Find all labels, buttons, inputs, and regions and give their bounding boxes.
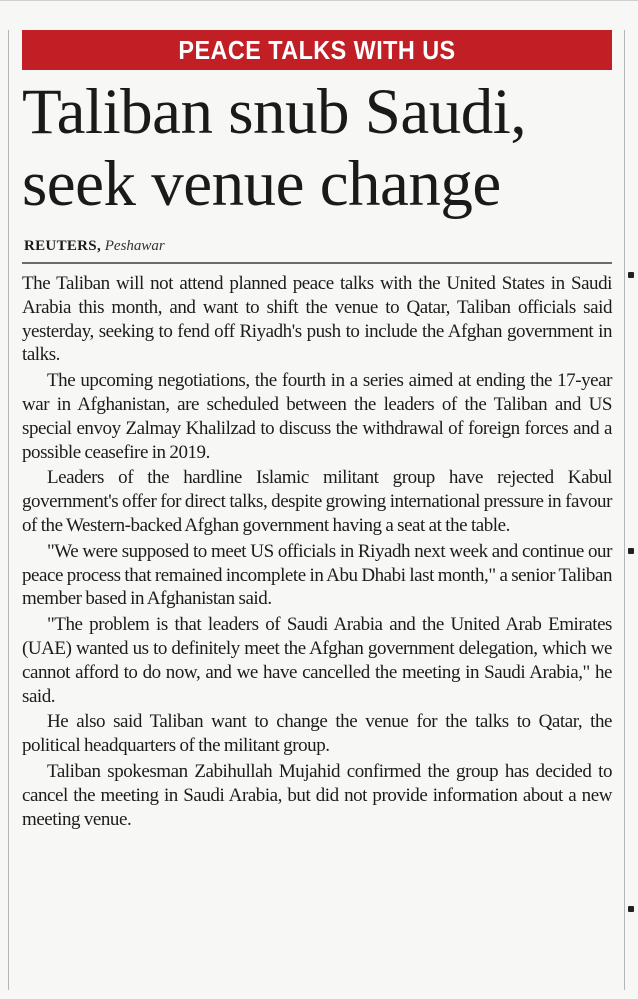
- page-top-border: [0, 0, 638, 1]
- news-article: [20, 30, 612, 833]
- adjacent-column-fragment: [628, 906, 634, 912]
- kicker-banner: [22, 30, 612, 70]
- byline-divider: [22, 262, 612, 264]
- body-paragraph: "The problem is that leaders of Saudi Arabia and the United Arab Emirates (UAE) wanted us to definitely meet the Afghan government delegation, which we cannot afford to do now, and we have cancelled the meeting in Saudi Arabia," he said.: [22, 614, 612, 707]
- byline-agency: REUTERS,: [24, 238, 102, 254]
- byline-place: Peshawar: [104, 238, 165, 254]
- headline-line-2: seek venue change: [22, 148, 501, 220]
- body-paragraph: He also said Taliban want to change the venue for the talks to Qatar, the political headquarters of the militant group.: [22, 711, 612, 757]
- headline: [22, 76, 612, 220]
- kicker-text: PEACE TALKS WITH US: [52, 30, 583, 70]
- body-paragraph: Leaders of the hardline Islamic militant group have rejected Kabul government's offer for direct talks, despite growing international pressure in favour of the Western-backed Afghan government having a seat at the table.: [22, 467, 612, 536]
- adjacent-column-fragment: [628, 548, 634, 554]
- article-body: [22, 272, 612, 831]
- body-paragraph: Taliban spokesman Zabihullah Mujahid confirmed the group has decided to cancel the meeting in Saudi Arabia, but did not provide information about a new meeting venue.: [22, 760, 612, 830]
- byline: [24, 236, 612, 256]
- body-paragraph: The Taliban will not attend planned peace talks with the United States in Saudi Arabia this month, and want to shift the venue to Qatar, Taliban officials said yesterday, seeking to fend off Riyadh's push to include the Afghan government in talks.: [22, 273, 612, 366]
- left-column-rule: [8, 30, 9, 990]
- adjacent-column-fragment: [628, 272, 634, 278]
- headline-line-1: Taliban snub Saudi,: [22, 76, 527, 148]
- body-paragraph: The upcoming negotiations, the fourth in a series aimed at ending the 17-year war in Afghanistan, are scheduled between the leaders of the Taliban and US special envoy Zalmay Khalilzad to discuss the withdrawal of foreign forces and a possible ceasefire in 2019.: [22, 370, 612, 463]
- right-column-rule: [624, 30, 625, 990]
- body-paragraph: "We were supposed to meet US officials in Riyadh next week and continue our peace process that remained incomplete in Abu Dhabi last month," a senior Taliban member based in Afghanistan said.: [22, 540, 612, 610]
